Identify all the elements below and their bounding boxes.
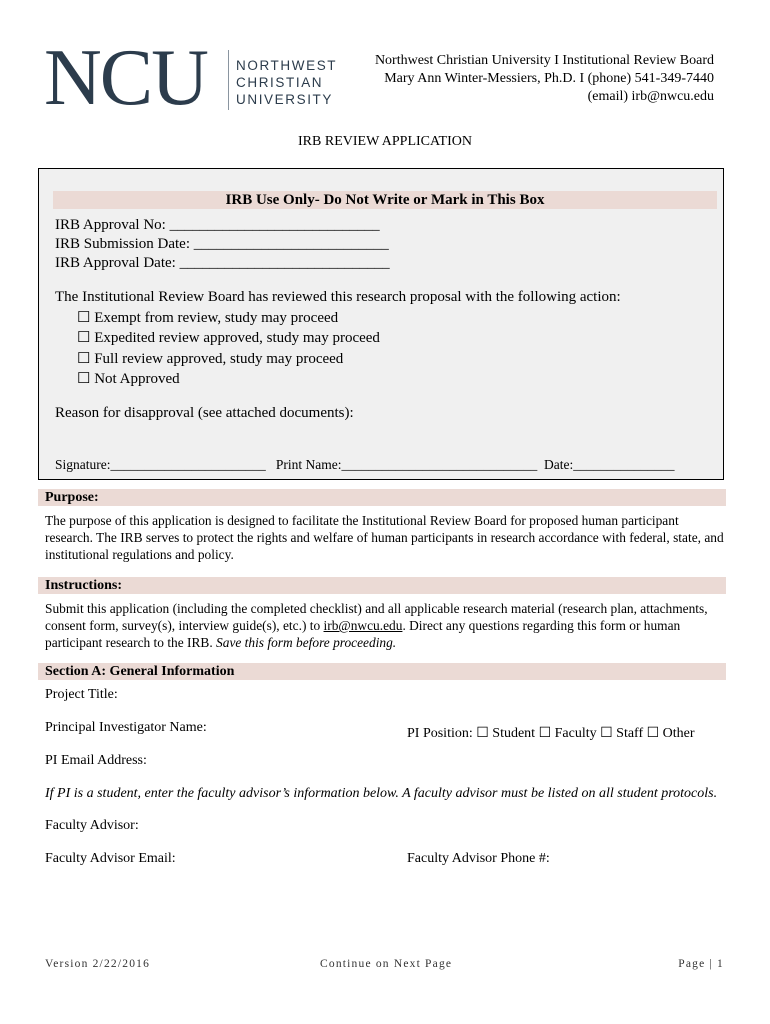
section-a-heading: Section A: General Information <box>38 663 726 680</box>
pi-position-options[interactable]: PI Position: ☐ Student ☐ Faculty ☐ Staff ☐ Other <box>407 726 695 741</box>
logo-wordmark <box>236 57 337 108</box>
faculty-advisor-email-label[interactable]: Faculty Advisor Email: <box>45 851 176 866</box>
instructions-text-part-2: . Direct any questions regarding this form or human participant research to the IRB. <box>45 618 681 650</box>
header-line-2: Mary Ann Winter-Messiers, Ph.D. I (phone) 541-349-7440 <box>384 71 714 86</box>
irb-approval-no: IRB Approval No: ____________________________ <box>55 217 380 233</box>
project-title-label[interactable]: Project Title: <box>45 687 118 702</box>
pi-email-label[interactable]: PI Email Address: <box>45 753 147 768</box>
logo-line-3: UNIVERSITY <box>236 92 334 107</box>
footer-continue: Continue on Next Page <box>320 958 453 970</box>
instructions-heading: Instructions: <box>38 577 726 594</box>
pi-name-label[interactable]: Principal Investigator Name: <box>45 720 207 735</box>
irb-email-link[interactable]: irb@nwcu.edu <box>323 618 403 633</box>
purpose-heading: Purpose: <box>38 489 726 506</box>
header-line-1: Northwest Christian University I Institutional Review Board <box>374 53 714 68</box>
irb-approval-date: IRB Approval Date: ____________________________ <box>55 255 390 271</box>
irb-reason: Reason for disapproval (see attached documents): <box>55 405 354 421</box>
purpose-text: The purpose of this application is designed to facilitate the Institutional Review Board for proposed human participant research. The IRB serves to protect the rights and welfare of human participants in research accordance with federal, state, and institutional regulations and policy. <box>45 513 724 562</box>
ncu-logo-mark: NCU <box>44 34 207 122</box>
irb-option-not-approved: ☐ Not Approved <box>77 371 180 387</box>
instructions-text-part-1: Submit this application (including the completed checklist) and all applicable research material (research plan, attachments, consent form, survey(s), interview guide(s), etc.) to <box>45 601 708 633</box>
logo-line-2: CHRISTIAN <box>236 75 324 90</box>
irb-action-intro: The Institutional Review Board has reviewed this research proposal with the following action: <box>55 289 621 305</box>
header-email: (email) irb@nwcu.edu <box>587 89 714 104</box>
instructions-save-note: Save this form before proceeding. <box>216 635 397 650</box>
irb-fields <box>55 216 390 273</box>
header-contact <box>375 52 714 106</box>
logo-line-1: NORTHWEST <box>236 58 338 73</box>
faculty-advisor-label[interactable]: Faculty Advisor: <box>45 818 139 833</box>
faculty-advisor-phone-label[interactable]: Faculty Advisor Phone #: <box>407 851 550 866</box>
irb-option-exempt: ☐ Exempt from review, study may proceed <box>77 309 339 326</box>
irb-use-only-box <box>38 168 724 480</box>
irb-option-expedited: ☐ Expedited review approved, study may proceed <box>77 330 380 346</box>
irb-signature-line: Signature:_______________________ Print Name:_____________________________ Date:_______________ <box>55 457 675 472</box>
irb-action-block <box>55 287 621 390</box>
page-title: IRB REVIEW APPLICATION <box>298 134 472 149</box>
irb-option-full-review: ☐ Full review approved, study may proceed <box>77 350 344 367</box>
footer-version: Version 2/22/2016 <box>45 958 151 970</box>
faculty-advisor-note: If PI is a student, enter the faculty advisor’s information below. A faculty advisor must be listed on all student protocols. <box>45 786 718 801</box>
logo-divider <box>228 50 229 110</box>
footer-page-number: Page | 1 <box>678 958 724 970</box>
irb-submission-date: IRB Submission Date: __________________________ <box>55 236 389 252</box>
irb-box-header: IRB Use Only- Do Not Write or Mark in This Box <box>53 191 717 209</box>
instructions-text <box>45 600 725 651</box>
